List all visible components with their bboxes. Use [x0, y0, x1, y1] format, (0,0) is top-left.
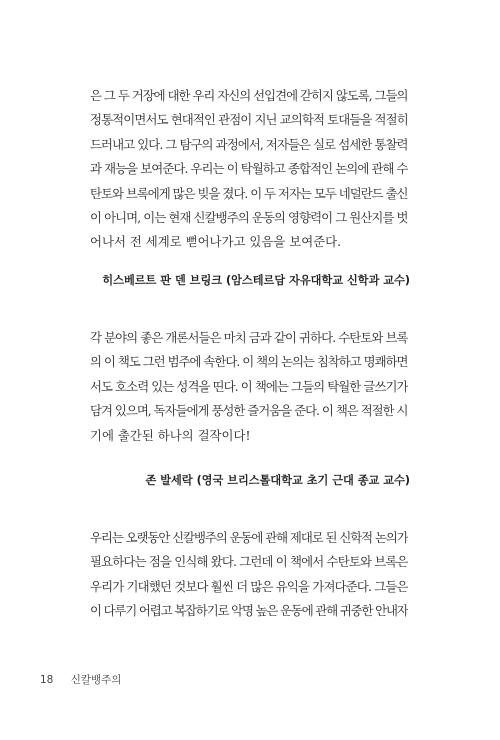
running-title: 신칼뱅주의	[70, 674, 122, 686]
text-line: 서도 호소력 있는 성격을 띤다. 이 책에는 그들의 탁월한 글쓰기가	[90, 378, 408, 394]
text-line: 과 재능을 보여준다. 우리는 이 탁월하고 종합적인 논의에 관해 수	[90, 161, 408, 177]
endorsement-attribution: 히스베르트 판 덴 브링크 (암스테르담 자유대학교 신학과 교수)	[102, 274, 410, 287]
text-line: 담겨 있으며, 독자들에게 풍성한 즐거움을 준다. 이 책은 적절한 시	[90, 403, 408, 419]
text-line: 우리는 오랫동안 신칼뱅주의 운동에 관해 제대로 된 신학적 논의가	[90, 530, 408, 545]
text-line: 어나서 전 세계로 뻗어나가고 있음을 보여준다.	[90, 234, 342, 250]
text-line: 우리가 기대했던 것보다 훨씬 더 많은 유익을 가져다준다. 그들은	[90, 578, 408, 594]
page-number: 18	[40, 674, 54, 686]
endorsement-paragraph	[90, 526, 408, 624]
page-footer	[40, 672, 121, 687]
endorsement-attribution: 존 발세락 (영국 브리스톨대학교 초기 근대 종교 교수)	[145, 474, 410, 487]
text-line: 필요하다는 점을 인식해 왔다. 그런데 이 책에서 수탄토와 브록은	[90, 554, 408, 570]
text-line: 각 분야의 좋은 개론서들은 마치 금과 같이 귀하다. 수탄토와 브록	[90, 330, 408, 345]
text-line: 기에 출간된 하나의 걸작이다!	[90, 427, 251, 443]
endorsement-paragraph	[90, 326, 408, 448]
text-line: 의 이 책도 그런 범주에 속한다. 이 책의 논의는 침착하고 명쾌하면	[90, 354, 408, 370]
text-line: 이 아니며, 이는 현재 신칼뱅주의 운동의 영향력이 그 원산지를 벗	[90, 210, 408, 226]
text-line: 정통적이면서도 현대적인 관점이 지닌 교의학적 토대들을 적절히	[90, 112, 408, 128]
text-line: 이 다루기 어렵고 복잡하기로 악명 높은 운동에 관해 귀중한 안내자	[90, 603, 408, 619]
text-line: 드러내고 있다. 그 탐구의 과정에서, 저자들은 실로 섬세한 통찰력	[90, 136, 408, 152]
text-line: 은 그 두 거장에 대한 우리 자신의 선입견에 갇히지 않도록, 그들의	[90, 88, 408, 103]
endorsement-paragraph	[90, 84, 408, 255]
text-line: 탄토와 브록에게 많은 빚을 졌다. 이 두 저자는 모두 네덜란드 출신	[90, 185, 408, 201]
